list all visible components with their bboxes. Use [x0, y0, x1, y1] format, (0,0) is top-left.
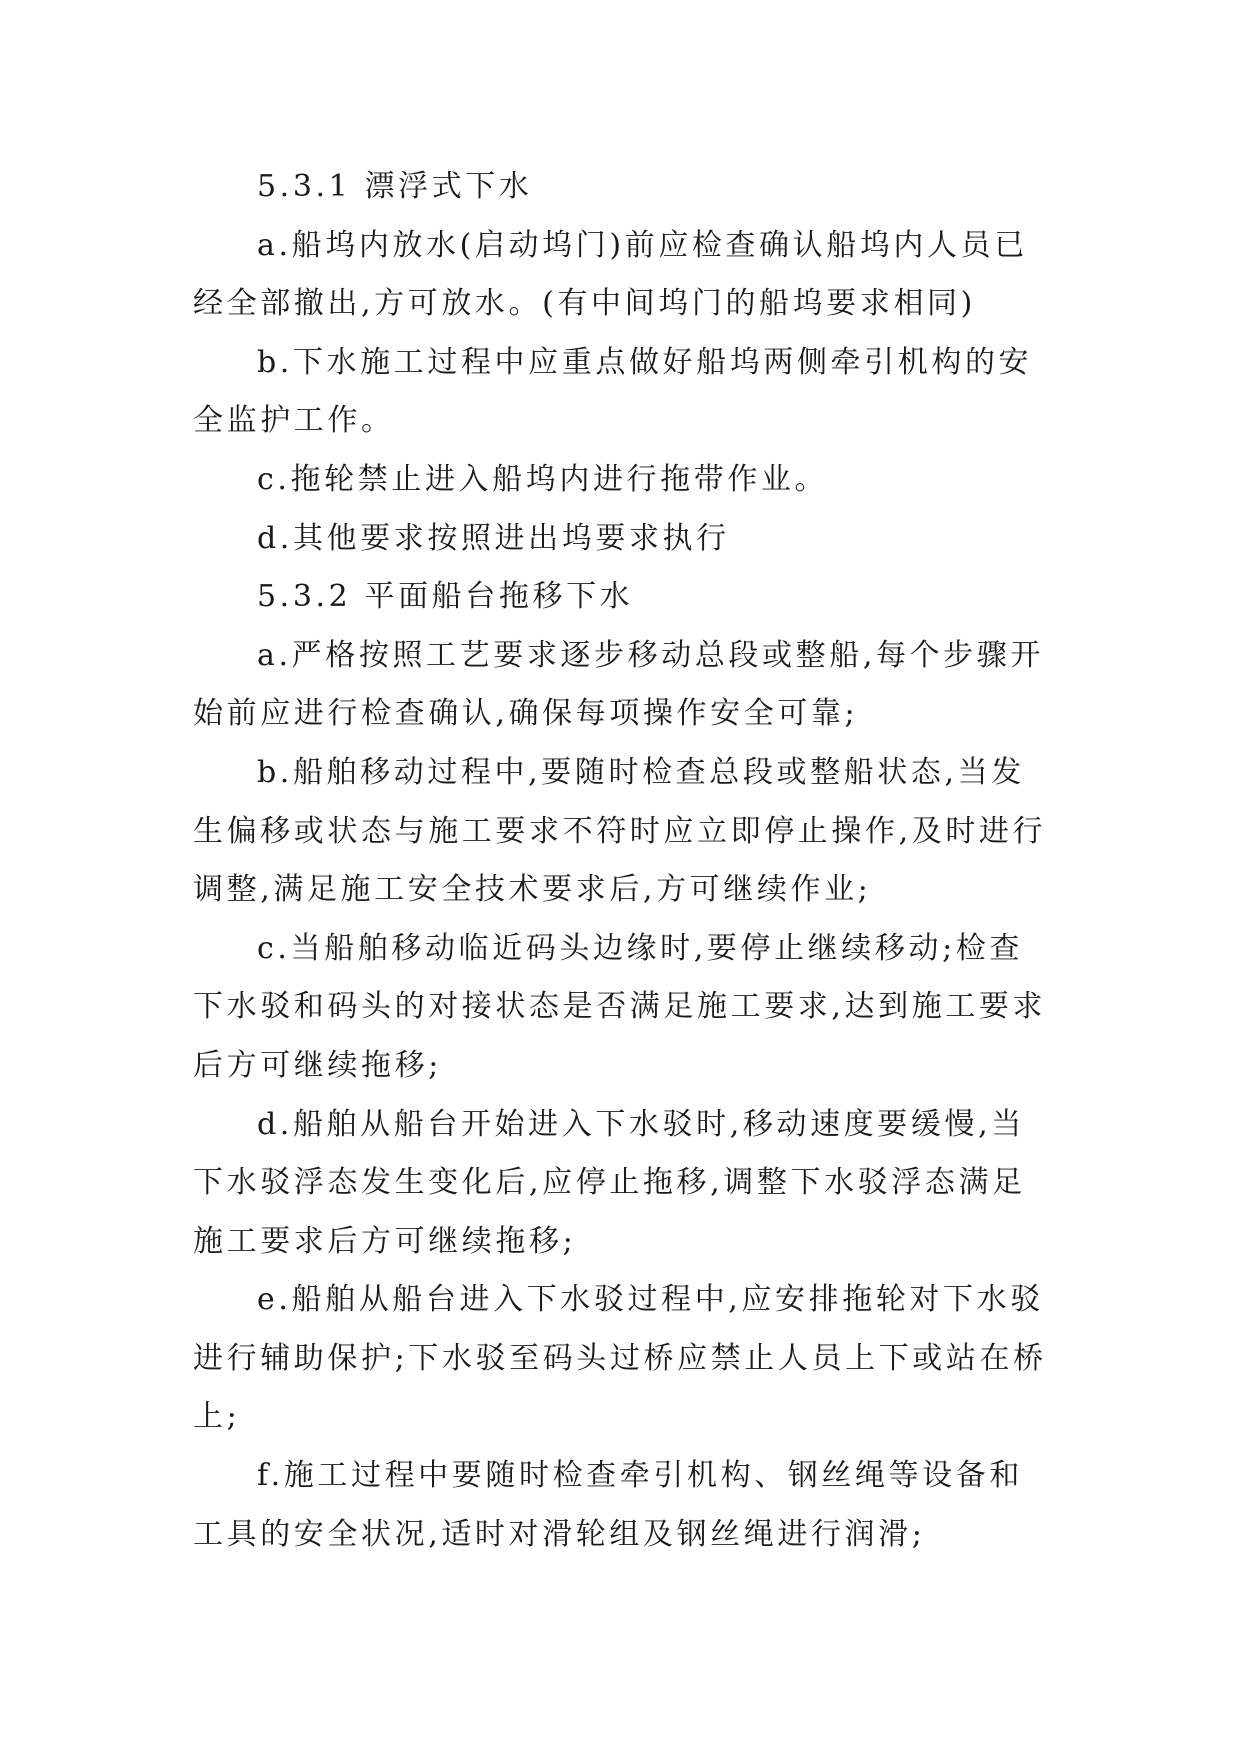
paragraph-b-status-check: b.船舶移动过程中,要随时检查总段或整船状态,当发生偏移或状态与施工要求不符时应立即停止操作,及时进行调整,满足施工安全技术要求后,方可继续作业;	[193, 754, 1047, 908]
paragraph-d-other-requirements: d.其他要求按照进出坞要求执行	[257, 520, 730, 556]
paragraph-c-tugboat-prohibition: c.拖轮禁止进入船坞内进行拖带作业。	[257, 461, 829, 497]
paragraph-f-equipment-inspection: f.施工过程中要随时检查牵引机构、钢丝绳等设备和工具的安全状况,适时对滑轮组及钢丝绳进行润滑;	[193, 1458, 1023, 1552]
section-heading-5-3-1: 5.3.1 漂浮式下水	[257, 169, 533, 204]
paragraph-e-tug-protection: e.船舶从船台进入下水驳过程中,应安排拖轮对下水驳进行辅助保护;下水驳至码头过桥应禁止人员上下或站在桥上;	[193, 1282, 1047, 1435]
section-heading-5-3-2: 5.3.2 平面船台拖移下水	[257, 579, 634, 615]
paragraph-d-barge-entry: d.船舶从船台开始进入下水驳时,移动速度要缓慢,当下水驳浮态发生变化后,应停止拖移,调整下水驳浮态满足施工要求后方可继续拖移;	[193, 1106, 1026, 1259]
paragraph-c-dock-edge: c.当船舶移动临近码头边缘时,要停止继续移动;检查下水驳和码头的对接状态是否满足施工要求,达到施工要求后方可继续拖移;	[193, 930, 1047, 1083]
paragraph-a-stepwise-movement: a.严格按照工艺要求逐步移动总段或整船,每个步骤开始前应进行检查确认,确保每项操作安全可靠;	[193, 637, 1044, 732]
paragraph-b-traction-monitoring: b.下水施工过程中应重点做好船坞两侧牵引机构的安全监护工作。	[193, 344, 1033, 439]
paragraph-a-dock-flooding: a.船坞内放水(启动坞门)前应检查确认船坞内人员已经全部撤出,方可放水。(有中间坞门的船坞要求相同)	[193, 227, 1028, 322]
document-body	[193, 158, 1053, 1564]
